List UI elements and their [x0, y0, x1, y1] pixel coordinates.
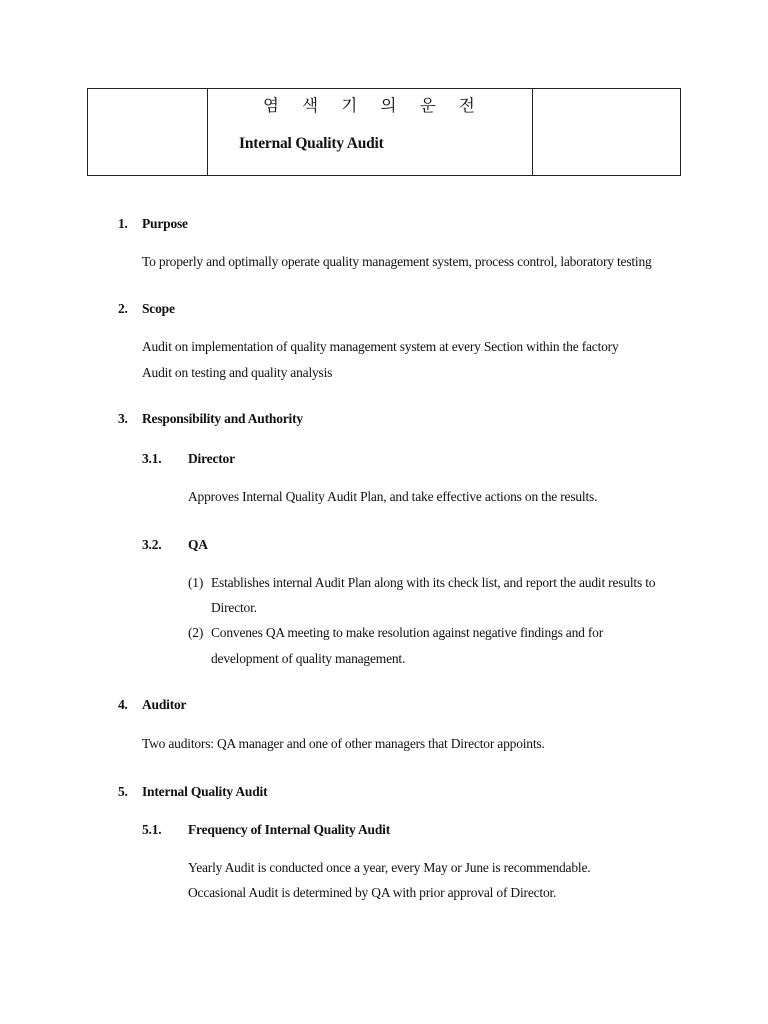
header-logo-cell	[88, 89, 208, 175]
list-item-marker: (1)	[188, 575, 204, 590]
subsection-3-2-number: 3.2.	[142, 537, 162, 552]
subsection-3-2-title: QA	[188, 537, 208, 552]
subsection-5-1-text-line2: Occasional Audit is determined by QA with prior approval of Director.	[188, 885, 557, 900]
section-4-number: 4.	[118, 697, 128, 712]
section-2-number: 2.	[118, 301, 128, 316]
list-item-text-line2: Director.	[211, 600, 257, 615]
korean-title: 염 색 기 의 운 전	[263, 96, 484, 115]
list-item-marker: (2)	[188, 625, 204, 640]
section-1-number: 1.	[118, 216, 128, 231]
subsection-3-1-text: Approves Internal Quality Audit Plan, and take effective actions on the results.	[188, 489, 598, 504]
section-5-title: Internal Quality Audit	[142, 784, 268, 799]
section-4-title: Auditor	[142, 697, 187, 712]
list-item-text-line2: development of quality management.	[211, 651, 406, 666]
document-title: Internal Quality Audit	[239, 135, 384, 152]
section-2-text-line1: Audit on implementation of quality management system at every Section within the factory	[142, 339, 619, 354]
subsection-5-1-number: 5.1.	[142, 822, 162, 837]
header-table	[87, 88, 681, 176]
subsection-5-1-title: Frequency of Internal Quality Audit	[188, 822, 391, 837]
list-item-text-line1: Establishes internal Audit Plan along with its check list, and report the audit results to	[211, 575, 656, 590]
header-info-cell	[533, 89, 680, 175]
subsection-3-1-title: Director	[188, 451, 235, 466]
section-4-text: Two auditors: QA manager and one of other managers that Director appoints.	[142, 736, 545, 751]
section-1-title: Purpose	[142, 216, 188, 231]
section-2-text-line2: Audit on testing and quality analysis	[142, 365, 333, 380]
section-1-text: To properly and optimally operate quality management system, process control, laboratory testing	[142, 254, 652, 269]
section-5-number: 5.	[118, 784, 128, 799]
subsection-5-1-text-line1: Yearly Audit is conducted once a year, every May or June is recommendable.	[188, 860, 591, 875]
subsection-3-1-number: 3.1.	[142, 451, 162, 466]
header-title-cell	[208, 89, 533, 175]
section-3-title: Responsibility and Authority	[142, 411, 303, 426]
list-item-text-line1: Convenes QA meeting to make resolution against negative findings and for	[211, 625, 604, 640]
section-3-number: 3.	[118, 411, 128, 426]
section-2-title: Scope	[142, 301, 175, 316]
